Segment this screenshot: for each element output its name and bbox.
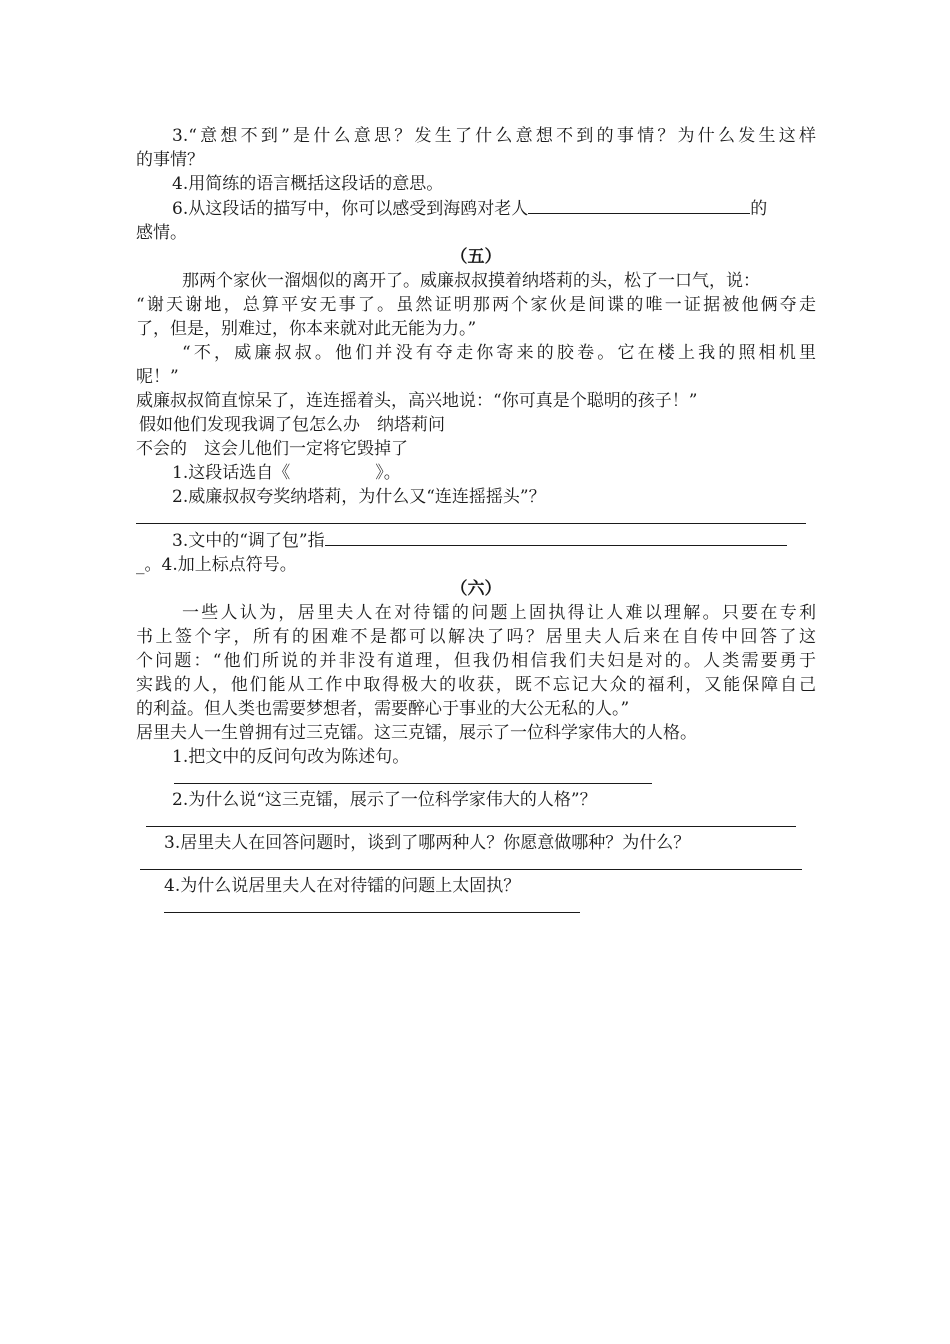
answer-line[interactable] — [174, 769, 652, 784]
question-3 — [136, 528, 816, 553]
passage-line: 假如他们发现我调了包怎么办 纳塔莉问 — [139, 415, 445, 435]
passage-line: 不会的 这会儿他们一定将它毁掉了 — [136, 439, 408, 459]
passage-line: 的利益。但人类也需要梦想者，需要醉心于事业的大公无私的人。” — [136, 699, 630, 719]
question-6-text: 6.从这段话的描写中，你可以感受到海鸥对老人 — [172, 199, 529, 219]
passage-line: 书上签个字，所有的困难不是都可以解决了吗？居里夫人后来在自传中回答了这 — [136, 627, 816, 647]
section-five-heading: （五） — [450, 247, 502, 267]
answer-blank[interactable] — [325, 528, 787, 546]
answer-line[interactable] — [146, 812, 796, 827]
question-3-continuation: _。4.加上标点符号。 — [136, 555, 297, 575]
worksheet-page — [136, 124, 816, 913]
passage-line: 威廉叔叔简直惊呆了，连连摇着头，高兴地说：“你可真是个聪明的孩子！” — [136, 391, 698, 411]
question-6-line-1 — [136, 196, 816, 221]
passage-line: 居里夫人一生曾拥有过三克镭。这三克镭，展示了一位科学家伟大的人格。 — [136, 723, 697, 743]
question-1: 1.这段话选自《 》。 — [172, 463, 401, 483]
question-3-line-1: 3.“意想不到”是什么意思？发生了什么意想不到的事情？为什么发生这样 — [172, 126, 816, 146]
answer-line[interactable] — [136, 509, 806, 524]
question-4: 4.用简练的语言概括这段话的意思。 — [172, 174, 444, 194]
section-six-passage — [136, 601, 816, 745]
passage-line: “不，威廉叔叔。他们并没有夺走你寄来的胶卷。它在楼上我的照相机里 — [182, 343, 816, 363]
question-3: 3.居里夫人在回答问题时，谈到了哪两种人？你愿意做哪种？为什么？ — [164, 833, 691, 853]
question-3-line-2: 的事情？ — [136, 150, 204, 170]
question-6-suffix: 的 — [750, 199, 768, 219]
question-3-text: 3.文中的“调了包”指 — [172, 531, 325, 551]
answer-blank[interactable] — [528, 196, 750, 214]
question-1: 1.把文中的反问句改为陈述句。 — [172, 747, 410, 767]
question-2: 2.为什么说“这三克镭，展示了一位科学家伟大的人格”？ — [172, 790, 597, 810]
question-2: 2.威廉叔叔夸奖纳塔莉，为什么又“连连摇摇头”？ — [172, 487, 546, 507]
passage-line: 那两个家伙一溜烟似的离开了。威廉叔叔摸着纳塔莉的头，松了一口气，说： — [182, 271, 760, 291]
passage-line: 了，但是，别难过，你本来就对此无能为力。” — [136, 319, 477, 339]
question-4: 4.为什么说居里夫人在对待镭的问题上太固执？ — [164, 876, 521, 896]
section-four-questions — [136, 124, 816, 245]
section-six-heading: （六） — [450, 579, 502, 599]
section-five-questions — [136, 461, 816, 577]
passage-line: 个问题：“他们所说的并非没有道理，但我仍相信我们夫妇是对的。人类需要勇于 — [136, 651, 816, 671]
passage-line: “谢天谢地，总算平安无事了。虽然证明那两个家伙是间谍的唯一证据被他俩夺走 — [136, 295, 816, 315]
question-6-line-2: 感情。 — [136, 223, 187, 243]
passage-line: 实践的人，他们能从工作中取得极大的收获，既不忘记大众的福利，又能保障自己 — [136, 675, 816, 695]
section-six-questions — [136, 745, 816, 913]
answer-line[interactable] — [140, 855, 802, 870]
section-five-passage — [136, 269, 816, 461]
answer-line[interactable] — [164, 898, 580, 913]
passage-line: 一些人认为，居里夫人在对待镭的问题上固执得让人难以理解。只要在专利 — [182, 603, 816, 623]
passage-line: 呢！” — [136, 367, 179, 387]
